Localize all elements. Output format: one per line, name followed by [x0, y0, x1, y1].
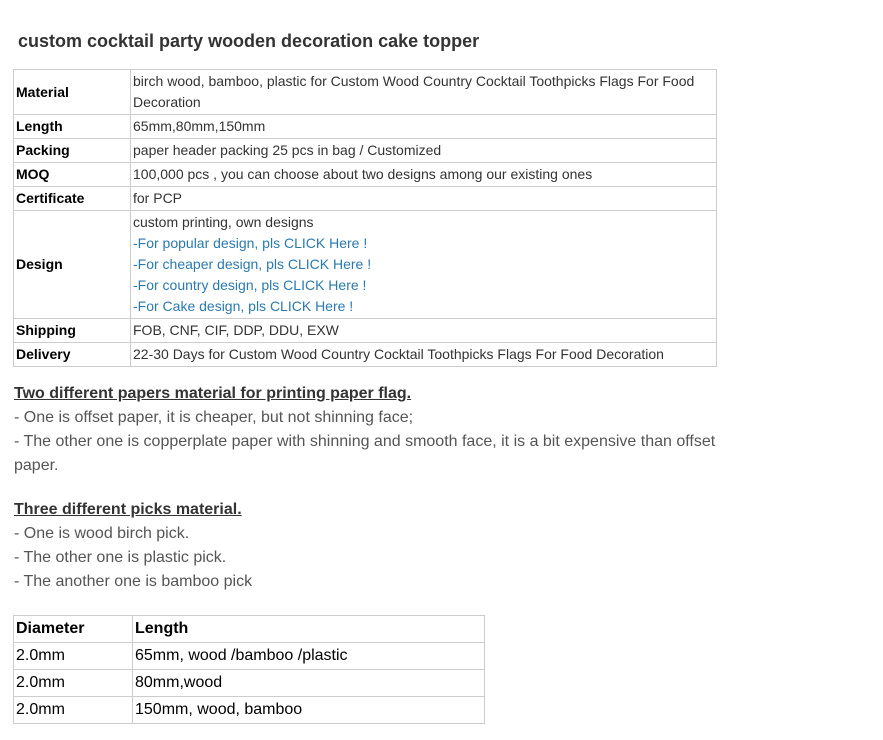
diameter-cell: 2.0mm [14, 697, 133, 724]
material-value-line2: Decoration [133, 94, 201, 110]
spec-value-packing: paper header packing 25 pcs in bag / Customized [131, 139, 717, 163]
spec-row-moq [14, 163, 717, 187]
spec-key-certificate: Certificate [14, 187, 131, 211]
picks-line-wood: - One is wood birch pick. [14, 525, 190, 542]
spec-value-moq: 100,000 pcs , you can choose about two designs among our existing ones [131, 163, 717, 187]
material-value-line1: birch wood, bamboo, plastic for Custom Wood Country Cocktail Toothpicks Flags For Food [133, 73, 695, 89]
table-row [14, 643, 485, 670]
picks-heading: Three different picks material. [14, 501, 242, 518]
length-cell: 65mm, wood /bamboo /plastic [133, 643, 485, 670]
spec-row-packing [14, 139, 717, 163]
spec-value-delivery: 22-30 Days for Custom Wood Country Cocktail Toothpicks Flags For Food Decoration [131, 343, 717, 367]
design-custom-printing: custom printing, own designs [133, 214, 314, 230]
spec-value-certificate: for PCP [131, 187, 717, 211]
papers-line-copperplate: - The other one is copperplate paper with shinning and smooth face, it is a bit expensive than offset paper. [14, 433, 716, 474]
table-row [14, 697, 485, 724]
spec-value-shipping: FOB, CNF, CIF, DDP, DDU, EXW [131, 319, 717, 343]
spec-value-material [131, 70, 717, 115]
dimension-header-row [14, 616, 485, 643]
spec-table [13, 69, 717, 367]
spec-row-material [14, 70, 717, 115]
spec-value-design [131, 211, 717, 319]
spec-key-packing: Packing [14, 139, 131, 163]
length-cell: 150mm, wood, bamboo [133, 697, 485, 724]
cheaper-design-link[interactable]: -For cheaper design, pls CLICK Here ! [133, 256, 372, 272]
papers-heading: Two different papers material for printing paper flag. [14, 385, 412, 402]
spec-key-moq: MOQ [14, 163, 131, 187]
papers-line-offset: - One is offset paper, it is cheaper, but not shinning face; [14, 409, 414, 426]
cake-design-link[interactable]: -For Cake design, pls CLICK Here ! [133, 298, 354, 314]
diameter-cell: 2.0mm [14, 670, 133, 697]
picks-section [14, 498, 734, 594]
header-length: Length [133, 616, 485, 643]
popular-design-link[interactable]: -For popular design, pls CLICK Here ! [133, 235, 368, 251]
spec-key-material: Material [14, 70, 131, 115]
spec-value-length: 65mm,80mm,150mm [131, 115, 717, 139]
page-title: custom cocktail party wooden decoration cake topper [18, 31, 480, 51]
spec-key-delivery: Delivery [14, 343, 131, 367]
spec-row-certificate [14, 187, 717, 211]
spec-key-length: Length [14, 115, 131, 139]
spec-key-shipping: Shipping [14, 319, 131, 343]
spec-row-design [14, 211, 717, 319]
picks-line-plastic: - The other one is plastic pick. [14, 549, 227, 566]
country-design-link[interactable]: -For country design, pls CLICK Here ! [133, 277, 367, 293]
table-row [14, 670, 485, 697]
spec-key-design: Design [14, 211, 131, 319]
dimension-table [13, 615, 485, 724]
papers-section [14, 382, 734, 478]
spec-row-length [14, 115, 717, 139]
spec-row-delivery [14, 343, 717, 367]
length-cell: 80mm,wood [133, 670, 485, 697]
diameter-cell: 2.0mm [14, 643, 133, 670]
spec-row-shipping [14, 319, 717, 343]
header-diameter: Diameter [14, 616, 133, 643]
picks-line-bamboo: - The another one is bamboo pick [14, 573, 253, 590]
